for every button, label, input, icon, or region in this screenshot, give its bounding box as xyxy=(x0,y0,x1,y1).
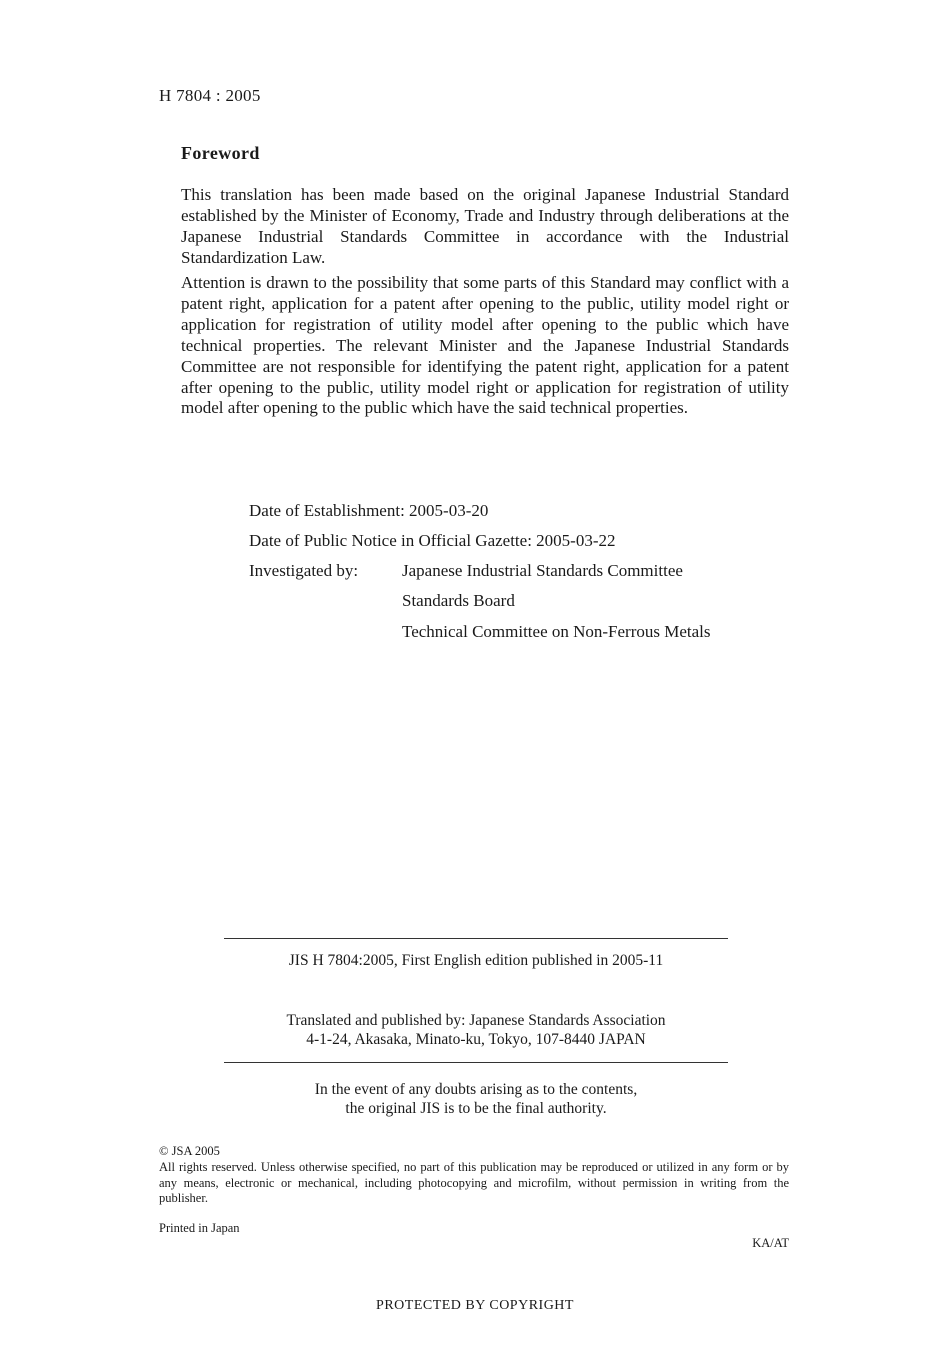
authority-note-line-2: the original JIS is to be the final authority. xyxy=(345,1100,607,1117)
foreword-heading: Foreword xyxy=(181,143,260,163)
document-code: KA/AT xyxy=(752,1236,789,1250)
publisher-address: 4-1-24, Akasaka, Minato-ku, Tokyo, 107-8440 JAPAN xyxy=(306,1031,646,1048)
authority-note-line-1: In the event of any doubts arising as to the contents, xyxy=(314,1081,638,1098)
investigator-technical-committee: Technical Committee on Non-Ferrous Metals xyxy=(402,622,711,641)
foreword-paragraph-1: This translation has been made based on the original Japanese Industrial Standard established by the Minister of Economy, Trade and Industry through deliberations at the Japanese Industrial Standards Committee in accordance with the Industrial Standardization Law. xyxy=(181,185,789,267)
date-of-establishment: Date of Establishment: 2005-03-20 xyxy=(249,501,489,520)
investigator-standards-board: Standards Board xyxy=(402,591,515,610)
foreword-paragraph-2: Attention is drawn to the possibility that some parts of this Standard may conflict with a patent right, application for a patent after opening to the public, utility model right or application for registration of utility model after opening to the public which have technical properties. The relevant Minister and the Japanese Industrial Standards Committee are not responsible for identifying the patent right, application for a patent after opening to the public, utility model right or application for registration of utility model after opening to the public which have the said technical properties. xyxy=(181,273,789,418)
publisher-line-1: Translated and published by: Japanese Standards Association xyxy=(286,1012,666,1029)
rights-statement: All rights reserved. Unless otherwise specified, no part of this publication may be reproduced or utilized in any form or by any means, electronic or mechanical, including photocopying and microfilm, without permission in writing from the publisher. xyxy=(159,1160,789,1205)
divider-bottom xyxy=(224,1062,728,1063)
investigator-jisc: Japanese Industrial Standards Committee xyxy=(402,561,683,580)
copyright-notice: © JSA 2005 xyxy=(159,1144,220,1158)
edition-statement: JIS H 7804:2005, First English edition published in 2005-11 xyxy=(288,952,664,969)
investigated-by-label: Investigated by: xyxy=(249,561,359,580)
document-id: H 7804 : 2005 xyxy=(159,86,261,105)
date-of-public-notice: Date of Public Notice in Official Gazette: 2005-03-22 xyxy=(249,531,616,550)
protected-watermark: PROTECTED BY COPYRIGHT xyxy=(376,1298,574,1313)
printed-in: Printed in Japan xyxy=(159,1221,240,1235)
divider-top xyxy=(224,938,728,939)
